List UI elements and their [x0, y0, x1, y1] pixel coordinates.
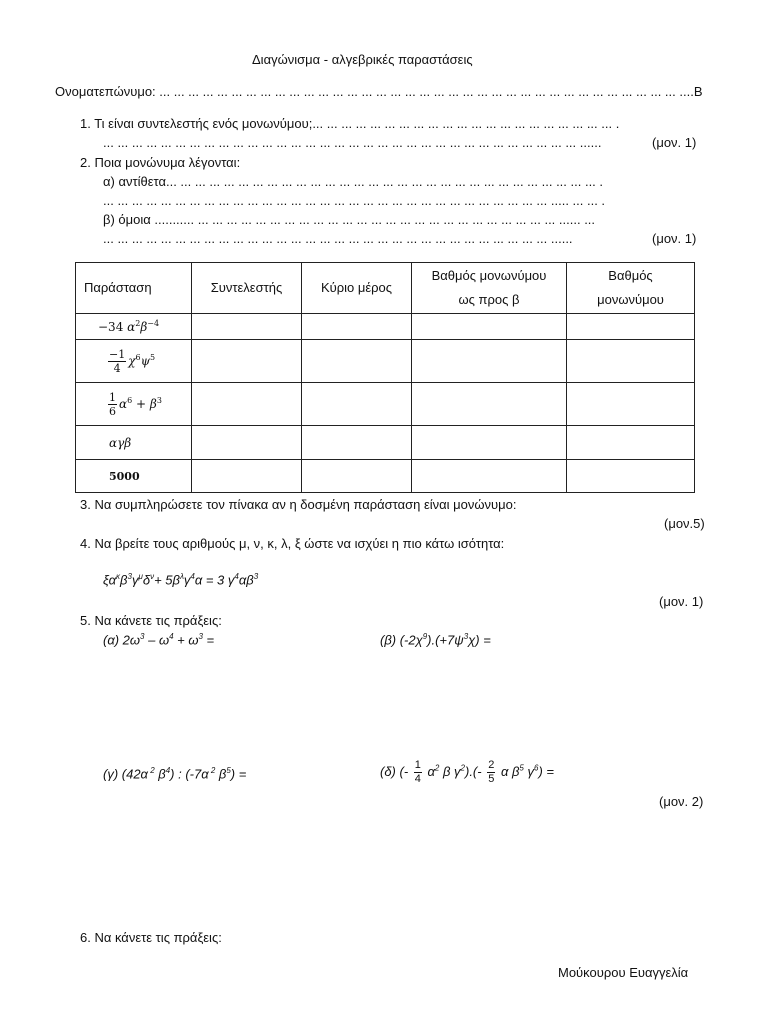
- table-row: [76, 426, 695, 460]
- question-4: 4. Να βρείτε τους αριθμούς μ, ν, κ, λ, ξ ώστε να ισχύει η πιο κάτω ισότητα:: [80, 536, 505, 551]
- degree-cell[interactable]: [567, 426, 695, 460]
- main-part-cell[interactable]: [302, 460, 412, 493]
- degree-beta-cell[interactable]: [412, 460, 567, 493]
- expression-cell: $\frac{-1}{4}$ $\chi^6\psi^5$: [76, 340, 192, 383]
- table-row: [76, 340, 695, 383]
- col-header-degree-line2: μονωνύμου: [597, 292, 664, 307]
- col-header-main-part: Κύριο μέρος: [302, 263, 412, 314]
- degree-cell[interactable]: [567, 383, 695, 426]
- col-header-degree-line1: Βαθμός: [608, 268, 653, 283]
- degree-cell[interactable]: [567, 340, 695, 383]
- name-line: Ονοματεπώνυμο: ... ... ... ... ... ... ... ... ... ... ... ... ... ... ... ... ... ... ... ... ... ... ... ... ... ... ... ... ... ... ... ... ... ... ... ... ....Β: [55, 84, 703, 99]
- degree-beta-cell[interactable]: [412, 426, 567, 460]
- coefficient-cell[interactable]: [192, 426, 302, 460]
- table-header-row: [76, 263, 695, 314]
- degree-beta-cell[interactable]: [412, 314, 567, 340]
- coefficient-cell[interactable]: [192, 383, 302, 426]
- col-header-degree-beta-line1: Βαθμός μονωνύμου: [431, 268, 547, 283]
- fraction: $\frac{-1}{4}$: [109, 347, 126, 375]
- col-header-degree-beta: [412, 263, 567, 314]
- question-5-points: (μον. 2): [659, 794, 704, 809]
- question-5b: (β) $(-2\chi^9).(+7\psi^3\chi)$ =: [380, 632, 491, 648]
- question-6: 6. Να κάνετε τις πράξεις:: [80, 930, 222, 945]
- degree-cell[interactable]: [567, 460, 695, 493]
- main-part-cell[interactable]: [302, 426, 412, 460]
- monomial-table: [75, 262, 695, 493]
- question-2a-answer-line: ... ... ... ... ... ... ... ... ... ... ... ... ... ... ... ... ... ... ... ... ... ... ... ... ... ... ... ... ... ... ... ..... ... ... .: [103, 193, 606, 208]
- col-header-degree: [567, 263, 695, 314]
- degree-beta-cell[interactable]: [412, 340, 567, 383]
- question-3-points: (μον.5): [664, 516, 705, 531]
- question-2-points: (μον. 1): [652, 231, 697, 246]
- fraction: $\frac{2}{5}$: [488, 759, 495, 785]
- question-3: 3. Να συμπληρώσετε τον πίνακα αν η δοσμένη παράσταση είναι μονώνυμο:: [80, 497, 517, 512]
- table-row: [76, 314, 695, 340]
- degree-beta-cell[interactable]: [412, 383, 567, 426]
- fraction: $\frac{1}{4}$: [414, 759, 421, 785]
- expression-cell: 5000: [76, 460, 192, 493]
- question-5d: (δ) (- $\frac{1}{4}$ $\alpha^2$ β $\gamma^2).(-$ $\frac{2}{5}$ α $\beta^5$ $\gamma^6$) =: [380, 759, 554, 785]
- coefficient-cell[interactable]: [192, 340, 302, 383]
- coefficient-cell[interactable]: [192, 460, 302, 493]
- author-name: Μούκουρου Ευαγγελία: [558, 965, 689, 980]
- page-title: Διαγώνισμα - αλγεβρικές παραστάσεις: [252, 52, 473, 67]
- question-5: 5. Να κάνετε τις πράξεις:: [80, 613, 222, 628]
- expression-cell: −34 $\alpha^2\beta^{-4}$: [76, 314, 192, 340]
- table-row: [76, 460, 695, 493]
- main-part-cell[interactable]: [302, 340, 412, 383]
- question-2b-answer-line: ... ... ... ... ... ... ... ... ... ... ... ... ... ... ... ... ... ... ... ... ... ... ... ... ... ... ... ... ... ... ... ......: [103, 231, 573, 246]
- question-4-equation: $\xi\alpha^\kappa\beta^3\gamma^\mu\delta^\nu+ 5\beta^\lambda\gamma^4\alpha = 3$ $\gamma^4\alpha\beta^3$: [103, 572, 259, 588]
- fraction: $\frac{1}{6}$: [109, 390, 116, 418]
- expression-cell: $\frac{1}{6}$ $\alpha^6 + \beta^3$: [76, 383, 192, 426]
- degree-cell[interactable]: [567, 314, 695, 340]
- question-5c: (γ) (42α $^2$ $\beta^4$) : (-7α $^2$ $\beta^5$) =: [103, 766, 247, 782]
- col-header-degree-beta-line2: ως προς β: [458, 292, 520, 307]
- col-header-coefficient: Συντελεστής: [192, 263, 302, 314]
- question-1-points: (μον. 1): [652, 135, 697, 150]
- question-1-answer-line: ... ... ... ... ... ... ... ... ... ... ... ... ... ... ... ... ... ... ... ... ... ... ... ... ... ... ... ... ... ... ... ... ... ......: [103, 135, 602, 150]
- question-1: 1. Τι είναι συντελεστής ενός μονωνύμου;... ... ... ... ... ... ... ... ... ... ... ... ... ... ... ... ... ... ... ... ... .: [80, 116, 620, 131]
- question-2a: α) αντίθετα... ... ... ... ... ... ... ... ... ... ... ... ... ... ... ... ... ... ... ... ... ... ... ... ... ... ... ... ... ... .: [103, 174, 604, 189]
- expression-cell: αγβ: [76, 426, 192, 460]
- coefficient-cell[interactable]: [192, 314, 302, 340]
- main-part-cell[interactable]: [302, 314, 412, 340]
- main-part-cell[interactable]: [302, 383, 412, 426]
- col-header-expression: Παράσταση: [76, 263, 192, 314]
- question-5a: (α) $2\omega^3 - \omega^4 + \omega^3$ =: [103, 632, 215, 648]
- table-row: [76, 383, 695, 426]
- question-2: 2. Ποια μονώνυμα λέγονται:: [80, 155, 241, 170]
- question-2b: β) όμοια ........... ... ... ... ... ... ... ... ... ... ... ... ... ... ... ... ... ... ... ... ... ... ... ... ... ... ...... ...: [103, 212, 596, 227]
- question-4-points: (μον. 1): [659, 594, 704, 609]
